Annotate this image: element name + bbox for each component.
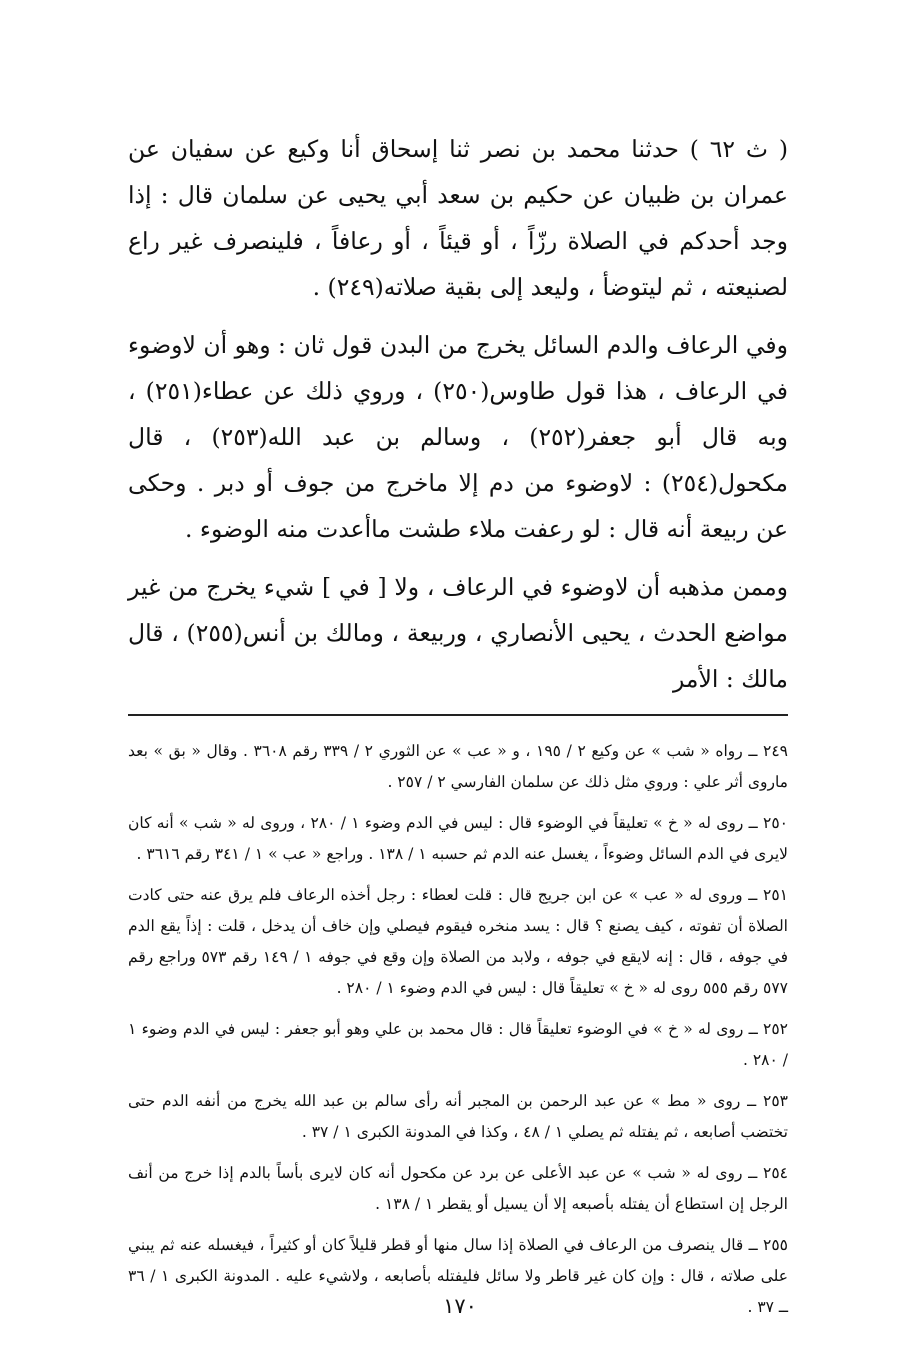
- footnote: ٢٥٠ ــ روى له « خ » تعليقاً في الوضوء قال : ليس في الدم وضوء ١ / ٢٨٠ ، وروى له « شب » أنه كان لايرى في الدم السائل وضوءاً ، يغسل عنه الدم ثم حسبه ١ / ١٣٨ . وراجع « عب » ١ / ٣٤١ رقم ٣٦١٦ .: [128, 814, 788, 863]
- footnote: ٢٥٥ ــ قال ينصرف من الرعاف في الصلاة إذا سال منها أو قطر قليلاً كان أو كثيراً ، فيغسله عنه ثم يبني على صلاته ، قال : وإن كان غير قاطر ولا سائل فليفتله بأصابعه ، ولاشيء عليه . المدونة الكبرى ١ / ٣٦ ــ ٣٧ .: [128, 1236, 788, 1316]
- footnote: ٢٥٤ ــ روى له « شب » عن عبد الأعلى عن برد عن مكحول أنه كان لايرى بأساً بالدم إذا خرج من أنف الرجل إن استطاع أن يفتله بأصبعه إلا أن يسيل أو يقطر ١ / ١٣٨ .: [128, 1164, 788, 1213]
- paragraph: وفي الرعاف والدم السائل يخرج من البدن قول ثان : وهو أن لاوضوء في الرعاف ، هذا قول طاوس(٢٥٠) ، وروي ذلك عن عطاء(٢٥١) ، وبه قال أبو جعفر(٢٥٢) ، وسالم بن عبد الله(٢٥٣) ، قال مكحول(٢٥٤) : لاوضوء من دم إلا ماخرج من جوف أو دبر . وحكى عن ربيعة أنه قال : لو رعفت ملاء طشت ماأعدت منه الوضوء .: [128, 331, 788, 543]
- paragraph: ( ث ٦٢ ) حدثنا محمد بن نصر ثنا إسحاق أنا وكيع عن سفيان عن عمران بن ظبيان عن حكيم بن سعد أبي يحيى عن سلمان قال : إذا وجد أحدكم في الصلاة رزّاً ، أو قيئاً ، أو رعافاً ، فلينصرف غير راع لصنيعته ، ثم ليتوضأ ، وليعد إلى بقية صلاته(٢٤٩) .: [128, 135, 788, 301]
- footnote: ٢٥٢ ــ روى له « خ » في الوضوء تعليقاً قال : قال محمد بن علي وهو أبو جعفر : ليس في الدم وضوء ١ / ٢٨٠ .: [128, 1020, 788, 1069]
- footnote: ٢٥١ ــ وروى له « عب » عن ابن جريج قال : قلت لعطاء : رجل أخذه الرعاف فلم يرق عنه حتى كادت الصلاة أن تفوته ، كيف يصنع ؟ قال : يسد منخره فيقوم فيصلي وإن خاف أن يدخل ، قلت : إذاً يقع الدم في جوفه ، قال : إنه لايقع في جوفه ، ولابد من الصلاة وإن وقع في جوفه ١ / ١٤٩ رقم ٥٧٣ وراجع رقم ٥٧٧ رقم ٥٥٥ روى له « خ » تعليقاً قال : ليس في الدم وضوء ١ / ٢٨٠ .: [128, 886, 788, 997]
- page-number: ١٧٠: [443, 1294, 477, 1318]
- footnote: ٢٥٣ ــ روى « مط » عن عبد الرحمن بن المجبر أنه رأى سالم بن عبد الله يخرج من أنفه الدم حتى تختضب أصابعه ، ثم يفتله ثم يصلي ١ / ٤٨ ، وكذا في المدونة الكبرى ١ / ٣٧ .: [128, 1092, 788, 1141]
- footnote-separator: [128, 714, 788, 716]
- footnotes: [128, 736, 788, 1323]
- footnote: ٢٤٩ ــ رواه « شب » عن وكيع ٢ / ١٩٥ ، و « عب » عن الثوري ٢ / ٣٣٩ رقم ٣٦٠٨ . وقال « بق » بعد ماروى أثر علي : وروي مثل ذلك عن سلمان الفارسي ٢ / ٢٥٧ .: [128, 742, 788, 791]
- paragraph: وممن مذهبه أن لاوضوء في الرعاف ، ولا [ في ] شيء يخرج من غير مواضع الحدث ، يحيى الأنصاري ، وربيعة ، ومالك بن أنس(٢٥٥) ، قال مالك : الأمر: [128, 573, 788, 693]
- main-text: [128, 126, 788, 702]
